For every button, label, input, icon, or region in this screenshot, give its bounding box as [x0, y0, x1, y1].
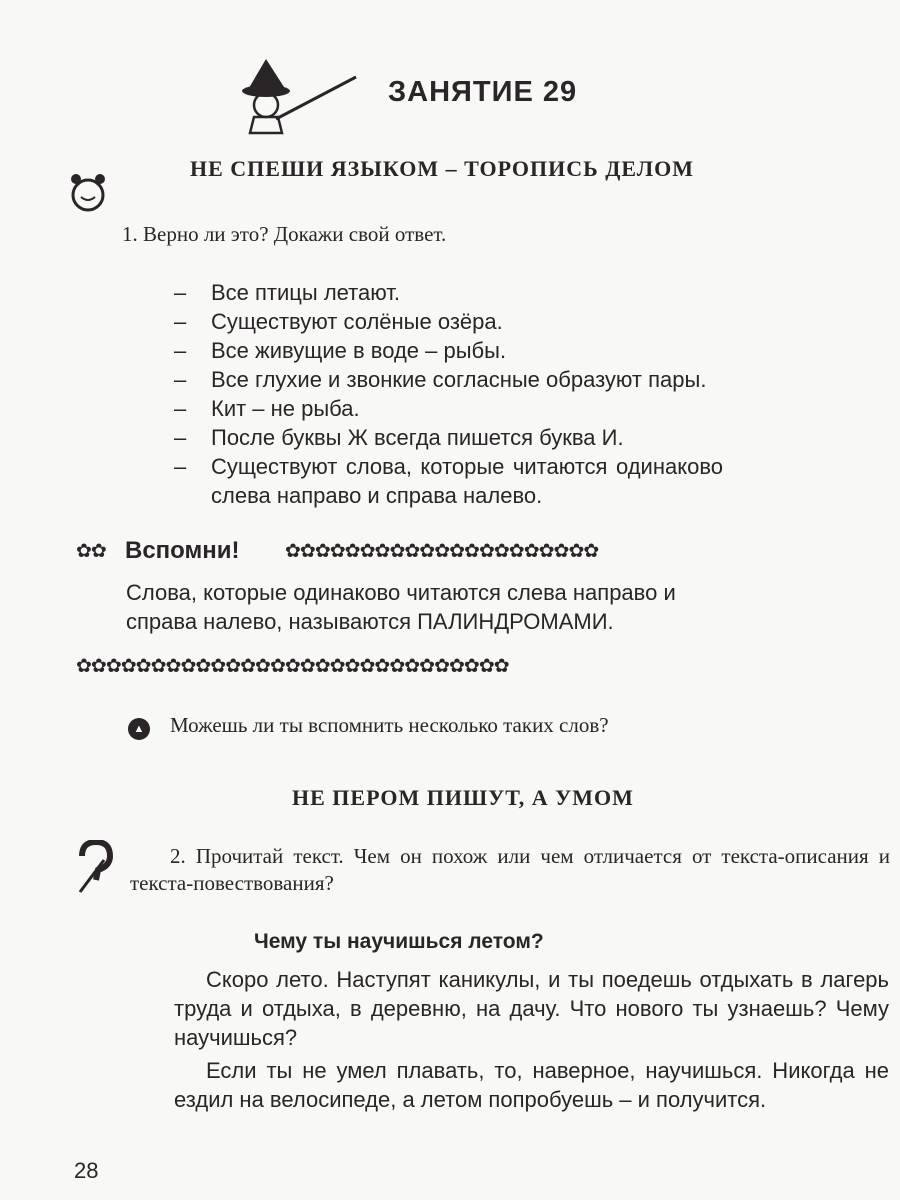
list-item: – Все живущие в воде – рыбы. — [174, 338, 507, 363]
statement-list — [174, 278, 723, 510]
flower-ornament-icon: ✿✿ — [76, 540, 106, 562]
remember-text: Слова, которые одинаково читаются слева направо и справа налево, называются ПАЛИНДРОМАМИ. — [126, 580, 676, 634]
task-2: 2. Прочитай текст. Чем он похож или чем отличается от текста-описания и текста-повествования? — [130, 844, 890, 895]
section-heading-1: НЕ СПЕШИ ЯЗЫКОМ – ТОРОПИСЬ ДЕЛОМ — [190, 156, 694, 181]
triangle-circle-icon: ▲ — [128, 718, 150, 740]
recall-question: Можешь ли ты вспомнить несколько таких слов? — [170, 713, 609, 737]
section-heading-2: НЕ ПЕРОМ ПИШУТ, А УМОМ — [292, 785, 634, 810]
question-pen-icon — [74, 840, 118, 896]
list-item: – Существуют слова, которые читаются одинаково слева направо и справа налево. — [174, 454, 723, 508]
flower-ornament-icon: ✿✿✿✿✿✿✿✿✿✿✿✿✿✿✿✿✿✿✿✿✿ — [285, 540, 599, 562]
list-item: – Существуют солёные озёра. — [174, 309, 503, 334]
page-number: 28 — [74, 1158, 99, 1183]
remember-label: Вспомни! — [125, 537, 240, 564]
paragraph: Если ты не умел плавать, то, наверное, научишься. Никогда не ездил на велосипеде, а летом попробуешь – и получится. — [174, 1058, 889, 1112]
lesson-title: ЗАНЯТИЕ 29 — [388, 76, 578, 108]
flower-ornament-icon: ✿✿✿✿✿✿✿✿✿✿✿✿✿✿✿✿✿✿✿✿✿✿✿✿✿✿✿✿✿ — [76, 655, 509, 677]
list-item: – Все глухие и звонкие согласные образуют пары. — [174, 367, 707, 392]
paragraph: Скоро лето. Наступят каникулы, и ты поедешь отдыхать в лагерь труда и отдыха, в деревню, на дачу. Что нового ты узнаешь? Чему научишься? — [174, 967, 889, 1050]
task-1: 1. Верно ли это? Докажи свой ответ. — [122, 222, 447, 246]
alarm-clock-icon — [68, 170, 108, 214]
list-item: – Кит – не рыба. — [174, 396, 360, 421]
wizard-pointer-icon — [236, 55, 361, 135]
list-item: – После буквы Ж всегда пишется буква И. — [174, 425, 624, 450]
reading-text — [174, 965, 889, 1114]
text-title: Чему ты научишься летом? — [254, 930, 544, 953]
list-item: – Все птицы летают. — [174, 280, 400, 305]
